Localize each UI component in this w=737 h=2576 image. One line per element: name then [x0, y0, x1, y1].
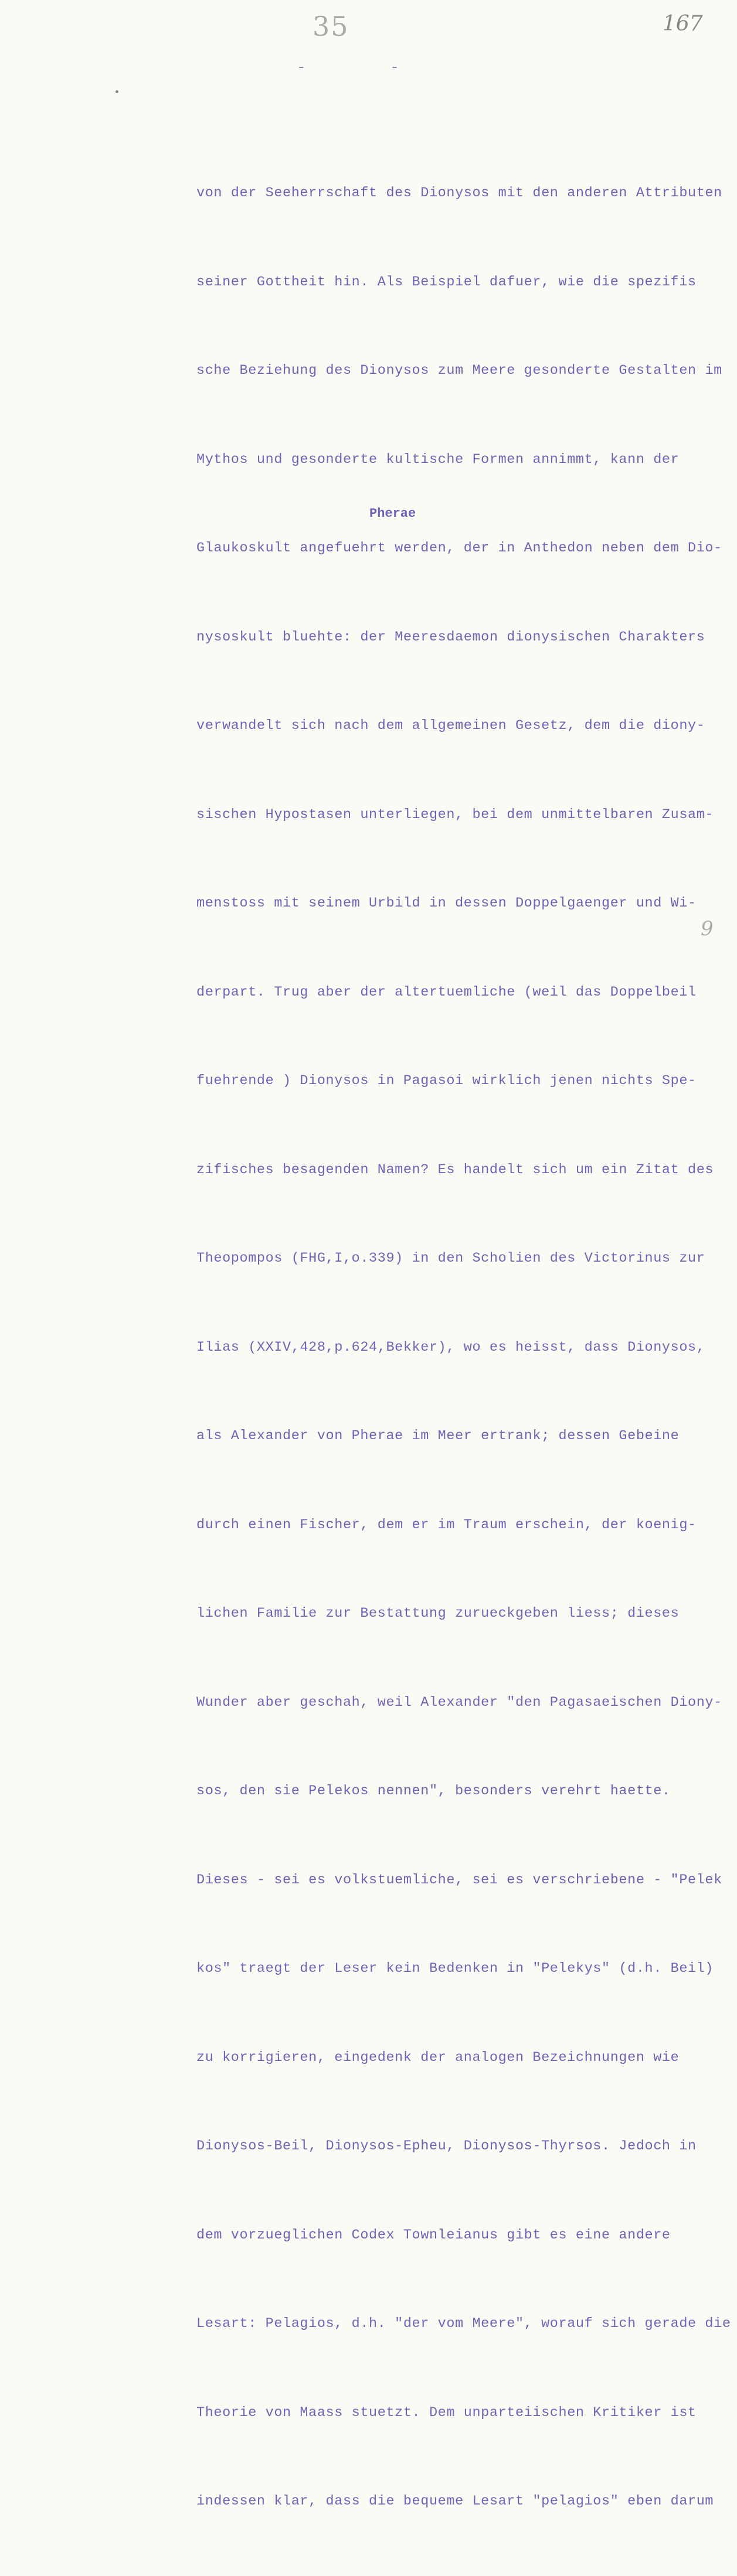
text-line: Dieses - sei es volkstuemliche, sei es verschriebene - "Pelek	[196, 1872, 722, 1888]
text-line: Mythos und gesonderte kultische Formen annimmt, kann der	[196, 451, 680, 468]
page-number-handwritten-left: 35	[313, 11, 349, 42]
text-line: seiner Gottheit hin. Als Beispiel dafuer, wie die spezifis	[196, 274, 697, 290]
text-line: kos" traegt der Leser kein Bedenken in "Pelekys" (d.h. Beil)	[196, 1961, 714, 1977]
text-line: Theopompos (FHG,I,o.339) in den Scholien des Victorinus zur	[196, 1250, 705, 1266]
typed-insertion-above-line: Pherae	[369, 506, 416, 521]
text-line: von der Seeherrschaft des Dionysos mit den anderen Attributen	[196, 185, 722, 201]
text-line: zifisches besagenden Namen? Es handelt sich um ein Zitat des	[196, 1161, 714, 1178]
text-line: dem vorzueglichen Codex Townleianus gibt es eine andere	[196, 2227, 671, 2243]
text-line: derpart. Trug aber der altertuemliche (weil das Doppelbeil	[196, 984, 697, 1000]
text-line: als Alexander von Pherae im Meer ertrank; dessen Gebeine	[196, 1428, 680, 1444]
typed-body-text	[196, 120, 733, 2576]
text-line: Ilias (XXIV,428,p.624,Bekker), wo es heisst, dass Dionysos,	[196, 1339, 705, 1355]
text-line: Lesart: Pelagios, d.h. "der vom Meere", worauf sich gerade die	[196, 2316, 731, 2332]
text-line: Dionysos-Beil, Dionysos-Epheu, Dionysos-Thyrsos. Jedoch in	[196, 2138, 697, 2154]
text-line: sos, den sie Pelekos nennen", besonders verehrt haette.	[196, 1783, 671, 1799]
text-line: lichen Familie zur Bestattung zurueckgeben liess; dieses	[196, 1606, 680, 1621]
text-line: menstoss mit seinem Urbild in dessen Doppelgaenger und Wi-	[196, 895, 697, 911]
text-line: verwandelt sich nach dem allgemeinen Gesetz, dem die diony-	[196, 718, 705, 734]
folio-number-handwritten: 167	[663, 12, 703, 36]
text-line: indessen klar, dass die bequeme Lesart "pelagios" eben darum	[196, 2493, 714, 2509]
text-line: Wunder aber geschah, weil Alexander "den Pagasaeischen Diony-	[196, 1694, 722, 1710]
text-line: durch einen Fischer, dem er im Traum erschein, der koenig-	[196, 1517, 697, 1533]
text-line: nysoskult bluehte: der Meeresdaemon dionysischen Charakters	[196, 629, 705, 645]
margin-dot	[116, 90, 118, 93]
text-line: Theorie von Maass stuetzt. Dem unparteiischen Kritiker ist	[196, 2404, 697, 2421]
text-line: sche Beziehung des Dionysos zum Meere gesonderte Gestalten im	[196, 363, 722, 379]
text-line: zu korrigieren, eingedenk der analogen Bezeichnungen wie	[196, 2049, 680, 2066]
text-line: fuehrende ) Dionysos in Pagasoi wirklich jenen nichts Spe-	[196, 1073, 697, 1089]
header-dash-mark: - -	[297, 59, 437, 76]
page-number-handwritten-bottom: 9	[701, 917, 714, 941]
text-line: sischen Hypostasen unterliegen, bei dem unmittelbaren Zusam-	[196, 806, 714, 823]
text-line: Glaukoskult angefuehrt werden, der in Anthedon neben dem Dio-	[196, 540, 722, 556]
